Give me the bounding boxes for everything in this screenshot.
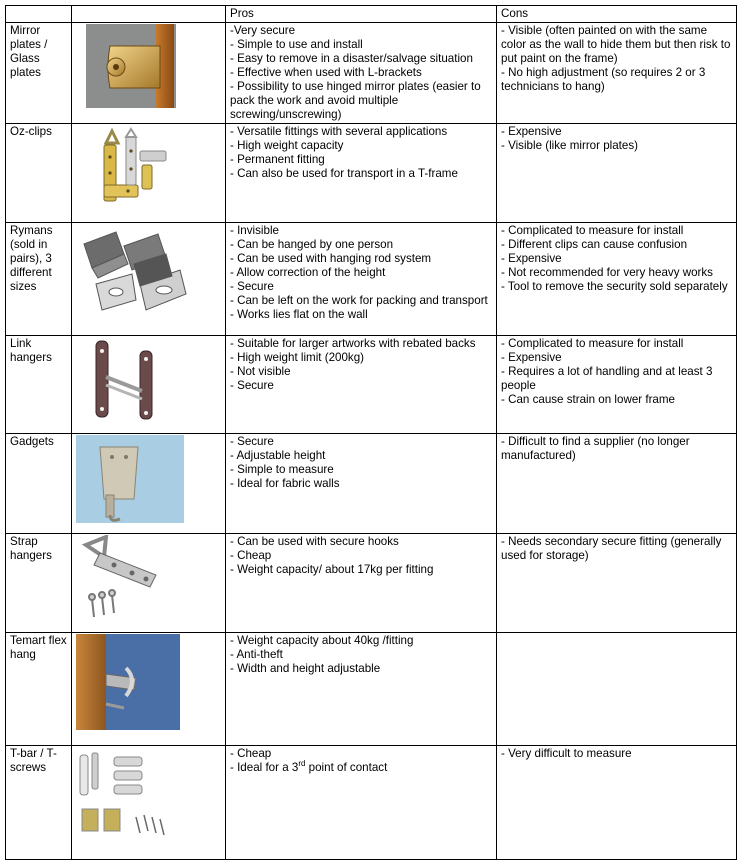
cons-cell [497,23,737,124]
pros-cell [226,633,497,746]
list-item: - Can be hanged by one person [230,238,394,251]
list-item: - Can also be used for transport in a T-frame [230,167,458,180]
fitting-name: Gadgets [6,434,72,534]
list-item: - Requires a lot of handling and at least 3 people [501,365,713,392]
hanging-fittings-table [5,5,737,860]
list-item: - Allow correction of the height [230,266,386,279]
list-item: - Expensive [501,125,562,138]
list-item: - Complicated to measure for install [501,224,684,237]
fitting-name: Temart flex hang [6,633,72,746]
fitting-image-cell [72,633,226,746]
fitting-name: Mirror plates / Glass plates [6,23,72,124]
list-item: - Very difficult to measure [501,747,632,760]
list-item: - Anti-theft [230,648,283,661]
list-item: - Weight capacity/ about 17kg per fitting [230,563,434,576]
header-pros: Pros [226,6,497,23]
list-item: - Difficult to find a supplier (no longer manufactured) [501,435,690,462]
list-item: - Visible (like mirror plates) [501,139,639,152]
list-item: - Tool to remove the security sold separately [501,280,728,293]
list-item: - Suitable for larger artworks with rebated backs [230,337,476,350]
list-item: - Complicated to measure for install [501,337,684,350]
table-row [6,534,737,633]
list-item: - Permanent fitting [230,153,325,166]
oz-clips-photo-icon [76,125,180,211]
list-item: - Different clips can cause confusion [501,238,688,251]
list-item: - Secure [230,435,274,448]
cons-cell [497,223,737,336]
fitting-name: Oz-clips [6,124,72,223]
list-item-text: - Ideal for a 3 [230,761,299,774]
table-row [6,336,737,434]
list-item-text: point of contact [305,761,388,774]
header-image-cell [72,6,226,23]
list-item: - Weight capacity about 40kg /fitting [230,634,414,647]
header-row [6,6,737,23]
list-item: - Expensive [501,351,562,364]
pros-cell [226,434,497,534]
pros-cell [226,746,497,860]
fitting-image-cell [72,23,226,124]
fitting-image-cell [72,223,226,336]
list-item: - Secure [230,280,274,293]
list-item: - Invisible [230,224,279,237]
t-bar-screws-photo-icon [76,747,186,847]
pros-cell [226,223,497,336]
cons-cell [497,746,737,860]
list-item: - Simple to use and install [230,38,363,51]
list-item: - Cheap [230,747,272,760]
list-item: - Versatile fittings with several applications [230,125,448,138]
mirror-plate-photo-icon [76,24,180,108]
list-item: - Ideal for fabric walls [230,477,340,490]
cons-cell [497,336,737,434]
fitting-name: Rymans (sold in pairs), 3 different sizes [6,223,72,336]
list-item: - Can be left on the work for packing and transport [230,294,488,307]
strap-hanger-photo-icon [76,535,180,621]
table-row [6,124,737,223]
pros-cell [226,534,497,633]
table-row [6,633,737,746]
list-item: - Works lies flat on the wall [230,308,368,321]
list-item: - Width and height adjustable [230,662,381,675]
fitting-name: Strap hangers [6,534,72,633]
list-item: - Can be used with secure hooks [230,535,399,548]
list-item: - Easy to remove in a disaster/salvage situation [230,52,473,65]
list-item: - Can cause strain on lower frame [501,393,675,406]
list-item: -Very secure [230,24,296,37]
list-item: - Needs secondary secure fitting (generally used for storage) [501,535,722,562]
temart-flex-hang-photo-icon [76,634,180,730]
list-item: - Can be used with hanging rod system [230,252,432,265]
list-item: - Possibility to use hinged mirror plates (easier to pack the work and avoid multiple screwing/unscrewing) [230,80,481,121]
cons-cell [497,434,737,534]
pros-cell [226,23,497,124]
list-item [230,761,492,775]
list-item: - Effective when used with L-brackets [230,66,422,79]
table-row [6,23,737,124]
fitting-image-cell [72,336,226,434]
fitting-name: T-bar / T-screws [6,746,72,860]
header-name-cell [6,6,72,23]
list-item: - Secure [230,379,274,392]
table-row [6,434,737,534]
list-item: - Adjustable height [230,449,326,462]
gadget-hook-photo-icon [76,435,184,523]
list-item: - Not visible [230,365,291,378]
list-item: - High weight capacity [230,139,344,152]
fitting-image-cell [72,746,226,860]
list-item: - High weight limit (200kg) [230,351,365,364]
list-item: - Simple to measure [230,463,334,476]
cons-cell [497,124,737,223]
list-item: - Cheap [230,549,272,562]
list-item: - Expensive [501,252,562,265]
pros-cell [226,124,497,223]
fitting-name: Link hangers [6,336,72,434]
table-row [6,746,737,860]
fitting-image-cell [72,434,226,534]
link-hanger-photo-icon [76,337,180,423]
list-item: - Visible (often painted on with the same color as the wall to hide them but then risk to put paint on the frame) [501,24,731,65]
cons-cell [497,633,737,746]
cons-cell [497,534,737,633]
list-item: - No high adjustment (so requires 2 or 3 technicians to hang) [501,66,706,93]
fitting-image-cell [72,534,226,633]
fitting-image-cell [72,124,226,223]
rymans-clips-photo-icon [76,224,196,322]
pros-cell [226,336,497,434]
ordinal-suffix: rd [298,759,306,769]
list-item: - Not recommended for very heavy works [501,266,713,279]
header-cons: Cons [497,6,737,23]
table-row [6,223,737,336]
